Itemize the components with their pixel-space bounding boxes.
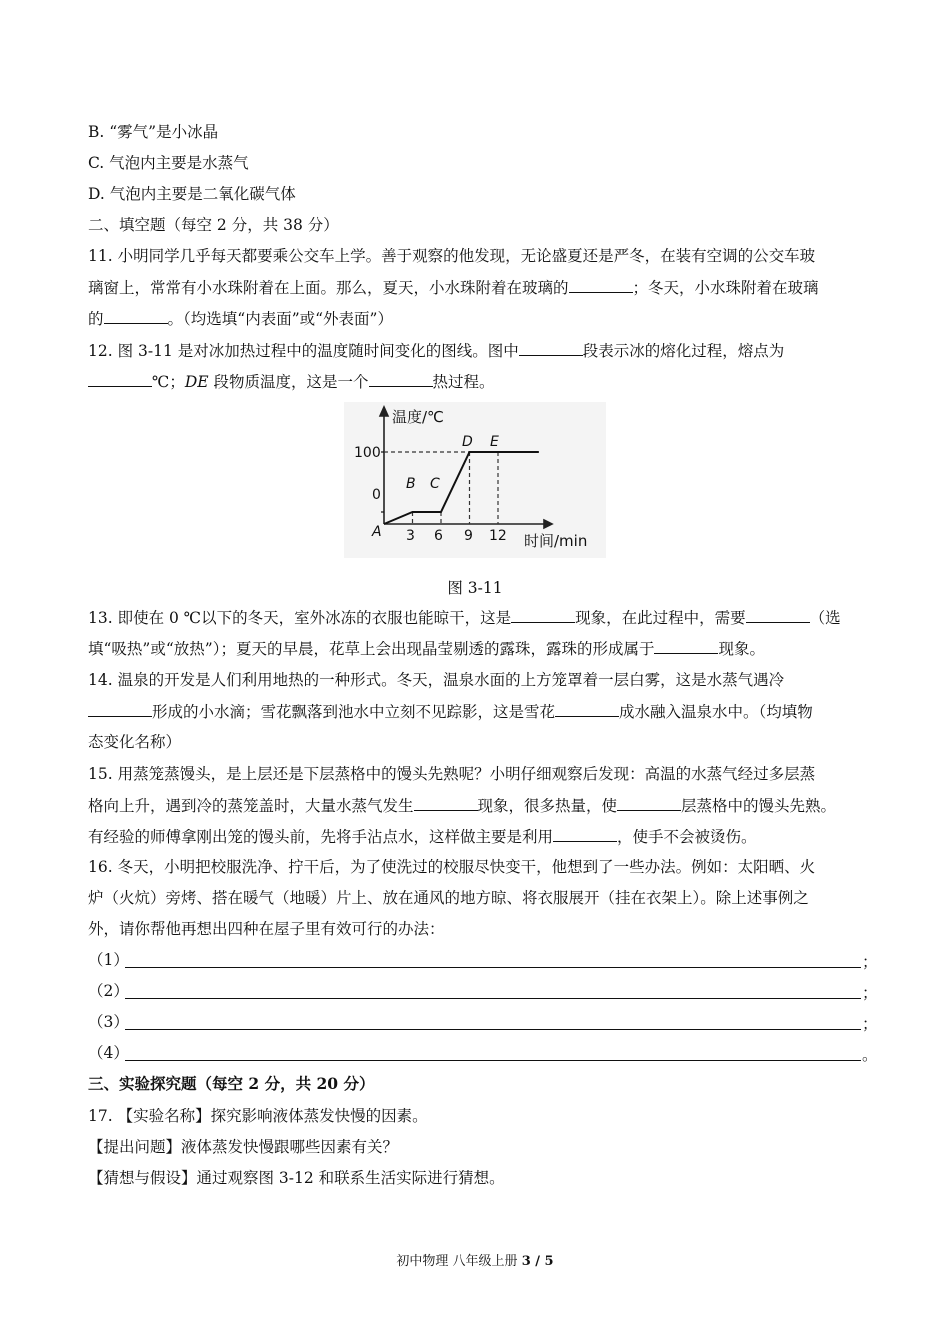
q16-item-2-num: （2） (88, 982, 129, 1000)
q17-line-1: 17. 【实验名称】探究影响液体蒸发快慢的因素。 (88, 1107, 428, 1125)
q11-text-c: 的 (88, 310, 104, 328)
q14-line-3: 态变化名称） (88, 733, 182, 751)
q15-text-e: ，使手不会被烫伤。 (617, 828, 757, 846)
point-label-e: E (490, 434, 499, 450)
q12-line-1 (88, 340, 784, 361)
q14-line-2 (88, 701, 813, 722)
q16-line-3: 外，请你帮他再想出四种在屋子里有效可行的办法： (88, 920, 445, 938)
q11-line-3 (88, 308, 393, 329)
q13-text-a: 13. 即使在 0 ℃以下的冬天，室外冰冻的衣服也能晾干，这是 (88, 609, 512, 627)
q11-blank-2[interactable] (104, 308, 168, 324)
q16-item-1-num: （1） (88, 951, 129, 969)
footer-page-number: 3 / 5 (521, 1254, 554, 1269)
x-tick-3: 3 (406, 528, 415, 544)
q15-blank-2[interactable] (617, 795, 681, 811)
point-label-c: C (430, 476, 440, 492)
point-label-a: A (372, 524, 382, 540)
option-b: B. “雾气”是小冰晶 (88, 123, 219, 141)
q15-text-d: 有经验的师傅拿刚出笼的馒头前，先将手沾点水，这样做主要是利用 (88, 828, 554, 846)
q16-answer-line-4[interactable] (125, 1059, 861, 1061)
q12-de-label: DE (184, 373, 209, 391)
q13-text-e: 现象。 (718, 640, 765, 658)
y-axis-label: 温度/℃ (392, 408, 444, 426)
q16-line-2: 炉（火炕）旁烤、搭在暖气（地暖）片上、放在通风的地方晾、将衣服展开（挂在衣架上）。除上述事例之 (88, 889, 809, 907)
page-footer (0, 1250, 950, 1269)
figure-caption: 图 3-11 (447, 579, 503, 597)
q15-blank-3[interactable] (553, 826, 617, 842)
q11-text-d: 。（均选填“内表面”或“外表面”） (167, 310, 393, 328)
q16-item-1-end: ； (862, 953, 878, 971)
q15-text-c: 层蒸格中的馒头先熟。 (681, 797, 837, 815)
q16-answer-line-2[interactable] (125, 997, 861, 999)
point-label-d: D (462, 434, 473, 450)
q13-text-b: 现象，在此过程中，需要 (575, 609, 746, 627)
q11-text-b: ；冬天，小水珠附着在玻璃 (632, 279, 819, 297)
q12-blank-2[interactable] (88, 371, 152, 387)
q13-blank-1[interactable] (511, 607, 575, 623)
q16-item-3-end: ； (862, 1015, 878, 1033)
q11-line-2 (88, 277, 819, 298)
q11-blank-1[interactable] (569, 277, 633, 293)
q16-item-2-end: ； (862, 984, 878, 1002)
section-3-title: 三、实验探究题（每空 2 分，共 20 分） (88, 1074, 375, 1093)
q16-line-1: 16. 冬天，小明把校服洗净、拧干后，为了使洗过的校服尽快变干，他想到了一些办法。例如：太阳晒、火 (88, 858, 816, 876)
q16-item-4-num: （4） (88, 1044, 129, 1062)
q13-line-1 (88, 607, 841, 628)
q13-text-c: （选 (809, 609, 841, 627)
q11-line-1: 11. 小明同学几乎每天都要乘公交车上学。善于观察的他发现，无论盛夏还是严冬，在装有空调的公交车玻 (88, 247, 816, 265)
q14-blank-1[interactable] (88, 701, 152, 717)
x-tick-9: 9 (464, 528, 473, 544)
q12-text-e: 热过程。 (432, 373, 495, 391)
q13-text-d: 填“吸热”或“放热”）；夏天的早晨，花草上会出现晶莹剔透的露珠，露珠的形成属于 (88, 640, 655, 658)
q12-text-a: 12. 图 3-11 是对冰加热过程中的温度随时间变化的图线。图中 (88, 342, 519, 360)
section-2-title: 二、填空题（每空 2 分，共 38 分） (88, 216, 339, 234)
q11-text-a: 璃窗上，常常有小水珠附着在上面。那么，夏天，小水珠附着在玻璃的 (88, 279, 569, 297)
temperature-time-graph (344, 402, 606, 558)
q13-line-2 (88, 638, 765, 659)
q17-line-3: 【猜想与假设】通过观察图 3-12 和联系生活实际进行猜想。 (88, 1169, 505, 1187)
q17-line-2: 【提出问题】液体蒸发快慢跟哪些因素有关？ (88, 1138, 399, 1156)
q15-line-2 (88, 795, 836, 816)
option-c: C. 气泡内主要是水蒸气 (88, 154, 249, 172)
q16-answer-line-1[interactable] (125, 966, 861, 968)
q14-line-1: 14. 温泉的开发是人们利用地热的一种形式。冬天，温泉水面的上方笼罩着一层白雾，这是水蒸气遇冷 (88, 671, 785, 689)
q14-text-b: 成水融入温泉水中。（均填物 (619, 703, 813, 721)
q15-line-3 (88, 826, 757, 847)
q15-blank-1[interactable] (414, 795, 478, 811)
footer-course: 初中物理 八年级上册 (396, 1254, 522, 1269)
q12-text-c: ℃； (152, 373, 185, 391)
q14-blank-2[interactable] (555, 701, 619, 717)
point-label-b: B (406, 476, 416, 492)
q15-line-1: 15. 用蒸笼蒸馒头，是上层还是下层蒸格中的馒头先熟呢？小明仔细观察后发现：高温的水蒸气经过多层蒸 (88, 765, 816, 783)
x-axis-label: 时间/min (524, 532, 588, 550)
y-tick-0: 0 (372, 487, 381, 503)
q12-blank-3[interactable] (369, 371, 433, 387)
x-tick-6: 6 (434, 528, 443, 544)
q16-item-4-end: 。 (862, 1046, 878, 1064)
q12-line-2 (88, 371, 495, 392)
q14-text-a: 形成的小水滴；雪花飘落到池水中立刻不见踪影，这是雪花 (152, 703, 556, 721)
q16-item-3-num: （3） (88, 1013, 129, 1031)
q13-blank-3[interactable] (654, 638, 718, 654)
q12-text-b: 段表示冰的熔化过程，熔点为 (582, 342, 785, 360)
q12-text-d: 段物质温度，这是一个 (208, 373, 369, 391)
x-tick-12: 12 (489, 528, 507, 544)
q12-blank-1[interactable] (519, 340, 583, 356)
q15-text-a: 格向上升，遇到冷的蒸笼盖时，大量水蒸气发生 (88, 797, 414, 815)
option-d: D. 气泡内主要是二氧化碳气体 (88, 185, 296, 203)
y-tick-100: 100 (354, 445, 381, 461)
q13-blank-2[interactable] (746, 607, 810, 623)
q16-answer-line-3[interactable] (125, 1028, 861, 1030)
q15-text-b: 现象，很多热量，使 (477, 797, 618, 815)
